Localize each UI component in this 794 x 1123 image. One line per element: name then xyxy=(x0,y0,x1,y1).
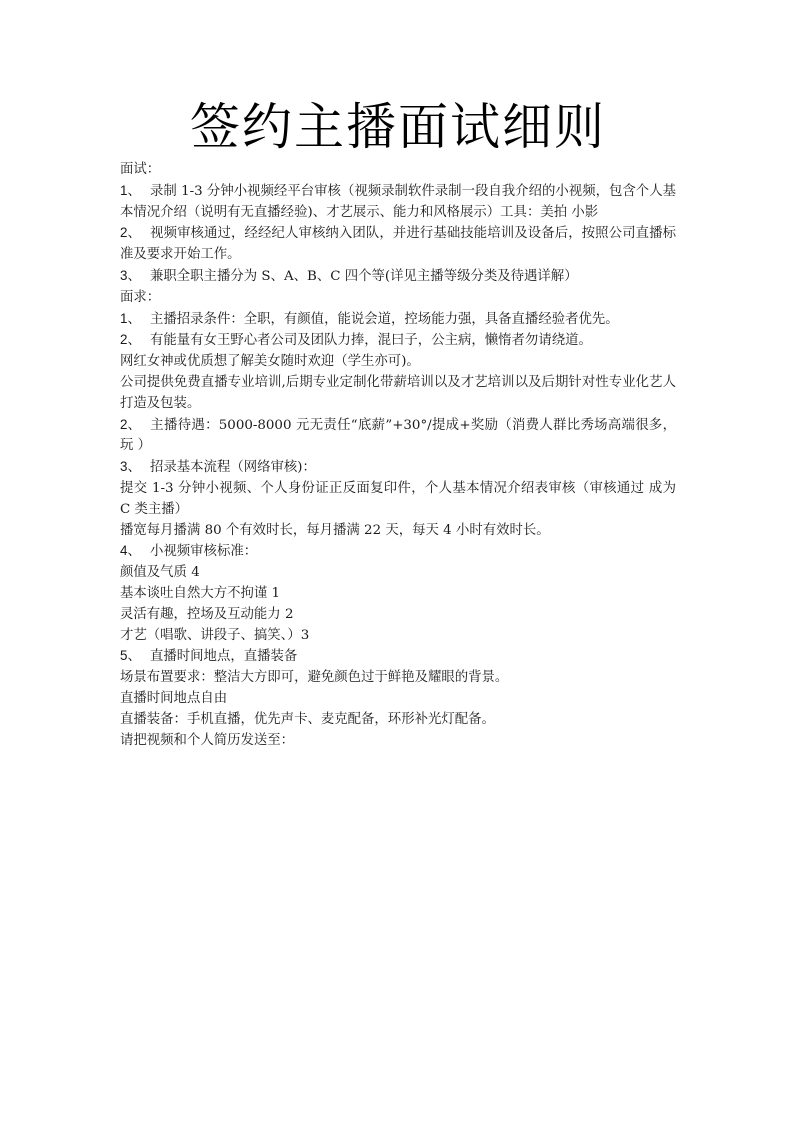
paragraph: 2、 有能量有女王野心者公司及团队力捧，混曰子，公主病，懒惰者勿请绕道。 xyxy=(120,330,676,352)
paragraph: 直播时间地点自由 xyxy=(120,690,228,706)
paragraph: 灵活有趣，控场及互动能力 2 xyxy=(120,606,294,622)
paragraph: 公司提供免费直播专业培训,后期专业定制化带薪培训以及才艺培训以及后期针对性专业化艺人打造及包装。 xyxy=(120,374,676,411)
list-number: 3、 xyxy=(120,459,141,475)
paragraph: 面试： xyxy=(120,162,161,177)
paragraph: 1、 主播招录条件：全职，有颜值，能说会道，控场能力强，具备直播经验者优先。 xyxy=(120,309,676,331)
list-number: 3、 xyxy=(120,267,141,283)
paragraph: 场景布置要求：整洁大方即可，避免颜色过于鲜艳及耀眼的背景。 xyxy=(120,670,509,686)
list-number: 4、 xyxy=(120,543,141,559)
paragraph: 3、 招录基本流程（网络审核)： xyxy=(120,457,676,479)
paragraph: 提交 1-3 分钟小视频、个人身份证正反面复印件，个人基本情况介绍表审核（审核通过 成为 C 类主播） xyxy=(120,480,676,517)
paragraph: 3、 兼职全职主播分为 S、A、B、C 四个等(详见主播等级分类及待遇详解） xyxy=(120,266,676,288)
list-number: 1、 xyxy=(120,182,141,198)
paragraph: 网红女神或优质想了解美女随时欢迎（学生亦可)。 xyxy=(120,354,420,370)
list-number: 1、 xyxy=(120,310,141,326)
list-number: 2、 xyxy=(120,416,141,432)
paragraph: 5、 直播时间地点，直播装备 xyxy=(120,646,676,668)
document-body xyxy=(120,160,676,751)
paragraph: 4、 小视频审核标准： xyxy=(120,541,676,563)
list-number: 2、 xyxy=(120,332,141,348)
paragraph: 基本谈吐自然大方不拘谨 1 xyxy=(120,585,281,601)
list-number: 2、 xyxy=(120,225,141,241)
paragraph: 直播装备：手机直播，优先声卡、麦克配备，环形补光灯配备。 xyxy=(120,711,495,727)
list-number: 5、 xyxy=(120,648,141,664)
paragraph: 才艺（唱歌、讲段子、搞笑、）3 xyxy=(120,627,310,643)
paragraph: 颜值及气质 4 xyxy=(120,565,200,581)
document-title: 签约主播面试细则 xyxy=(190,98,606,156)
paragraph: 播宽每月播满 80 个有效时长，每月播满 22 天，每天 4 小时有效时长。 xyxy=(120,522,550,538)
paragraph: 面求： xyxy=(120,289,161,305)
paragraph: 请把视频和个人简历发送至： xyxy=(120,732,295,748)
paragraph: 2、 主播待遇：5000-8000 元无责任“底薪”+30°/提成+奖励（消费人群比秀场高端很多，玩 ） xyxy=(120,416,676,454)
paragraph: 1、 录制 1-3 分钟小视频经平台审核（视频录制软件录制一段自我介绍的小视频，包含个人基本情况介绍（说明有无直播经验)、才艺展示、能力和风格展示）工具：美拍 小影 xyxy=(120,182,676,220)
paragraph: 2、 视频审核通过，经经纪人审核纳入团队，并进行基础技能培训及设备后，按照公司直播标准及要求开始工作。 xyxy=(120,225,676,263)
